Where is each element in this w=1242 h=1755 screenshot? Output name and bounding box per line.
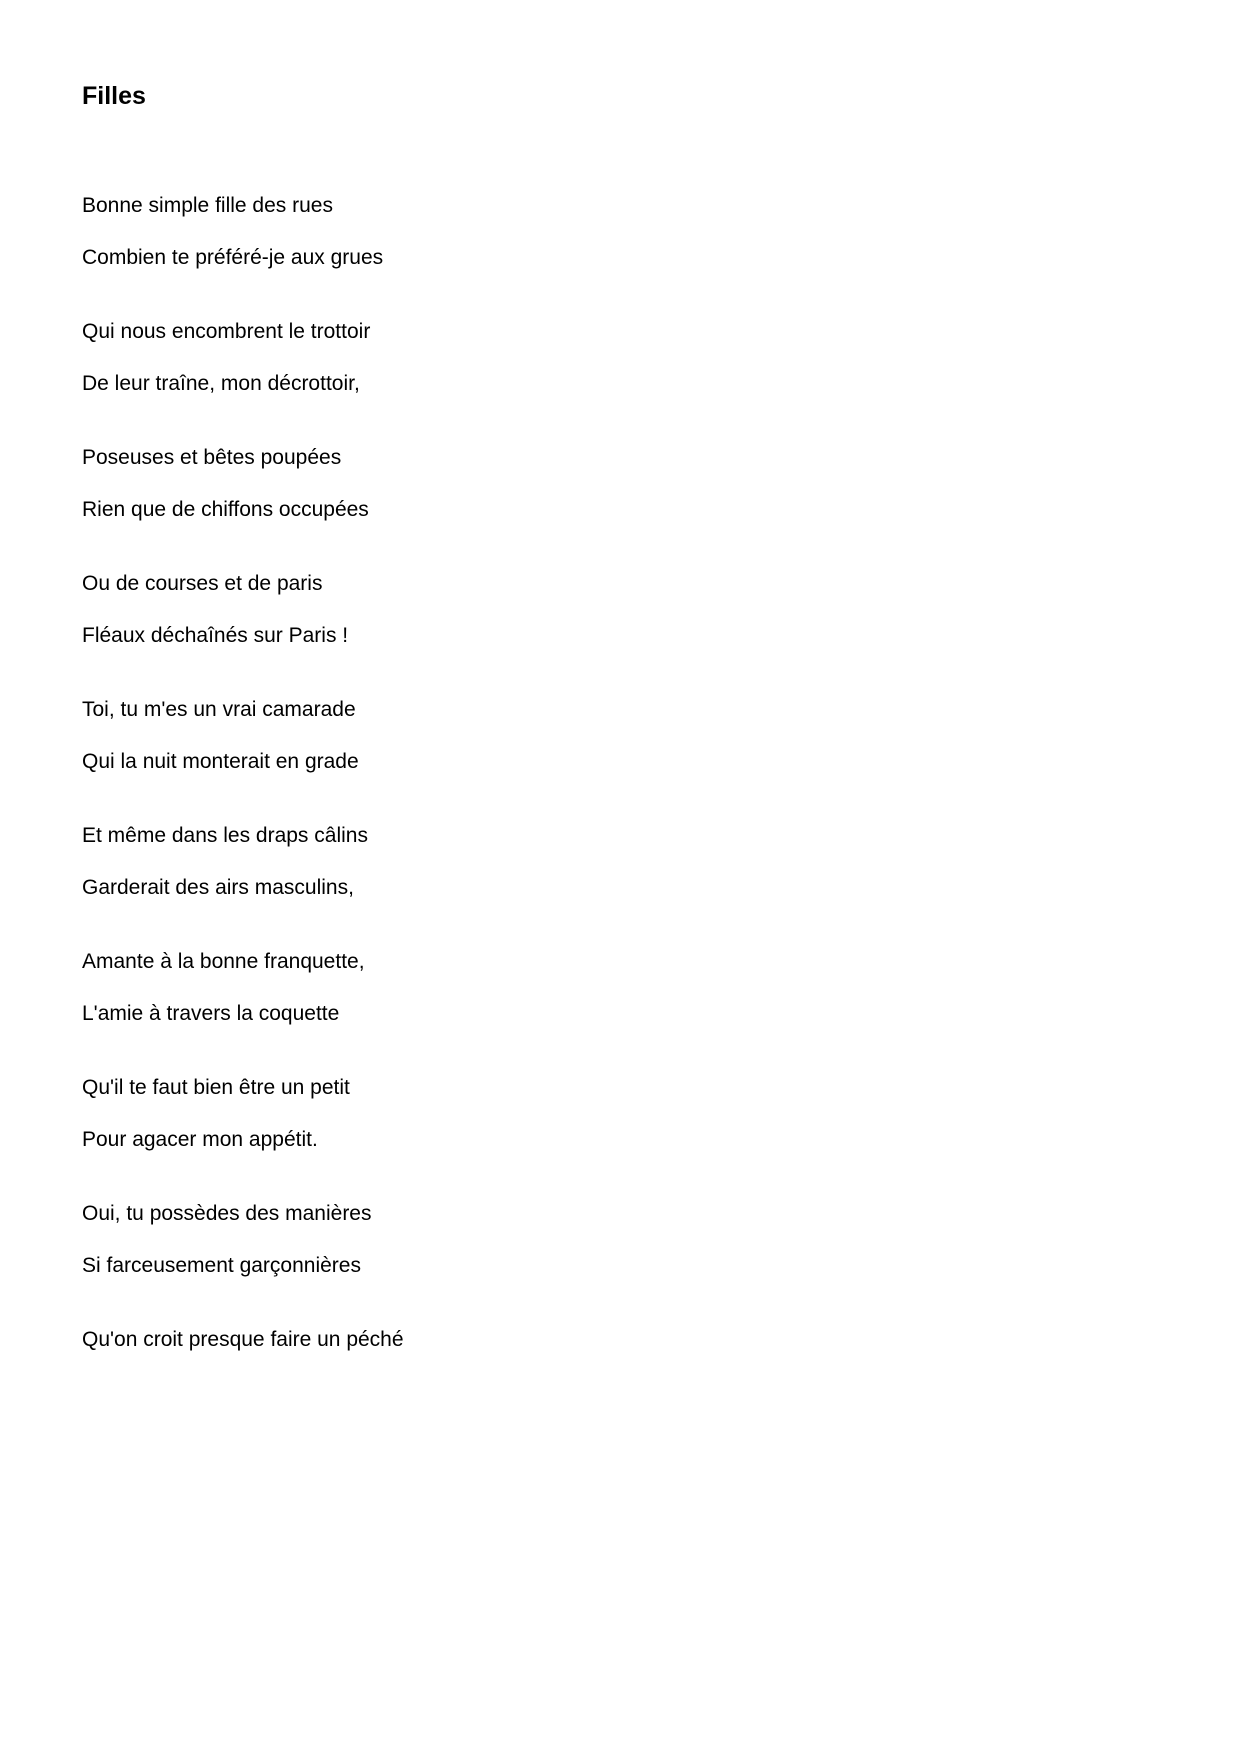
poem-line: Ou de courses et de paris <box>82 572 323 595</box>
stanza <box>82 194 1082 269</box>
stanza <box>82 1328 1082 1351</box>
poem-line: Rien que de chiffons occupées <box>82 498 369 521</box>
poem-line: Bonne simple fille des rues <box>82 194 333 217</box>
poem-line: Qui la nuit monterait en grade <box>82 750 359 773</box>
poem-line: Si farceusement garçonnières <box>82 1254 361 1277</box>
poem-line: Garderait des airs masculins, <box>82 876 354 899</box>
poem-line: Oui, tu possèdes des manières <box>82 1202 372 1225</box>
poem-line: Fléaux déchaînés sur Paris ! <box>82 624 349 647</box>
stanza <box>82 320 1082 395</box>
poem-line: Pour agacer mon appétit. <box>82 1128 318 1151</box>
poem-line: L'amie à travers la coquette <box>82 1002 340 1025</box>
stanza <box>82 1076 1082 1151</box>
poem-line: De leur traîne, mon décrottoir, <box>82 372 360 395</box>
poem-line: Poseuses et bêtes poupées <box>82 446 342 469</box>
stanza <box>82 950 1082 1025</box>
poem-line: Qu'on croit presque faire un péché <box>82 1328 404 1351</box>
poem-line: Amante à la bonne franquette, <box>82 950 365 973</box>
poem-line: Et même dans les draps câlins <box>82 824 368 847</box>
stanza <box>82 572 1082 647</box>
poem-body <box>82 194 1082 1402</box>
poem-line: Toi, tu m'es un vrai camarade <box>82 698 356 721</box>
stanza <box>82 698 1082 773</box>
poem-title: Filles <box>82 82 146 110</box>
stanza <box>82 824 1082 899</box>
poem-line: Qui nous encombrent le trottoir <box>82 320 371 343</box>
stanza <box>82 1202 1082 1277</box>
poem-line: Qu'il te faut bien être un petit <box>82 1076 350 1099</box>
poem-line: Combien te préféré-je aux grues <box>82 246 384 269</box>
stanza <box>82 446 1082 521</box>
